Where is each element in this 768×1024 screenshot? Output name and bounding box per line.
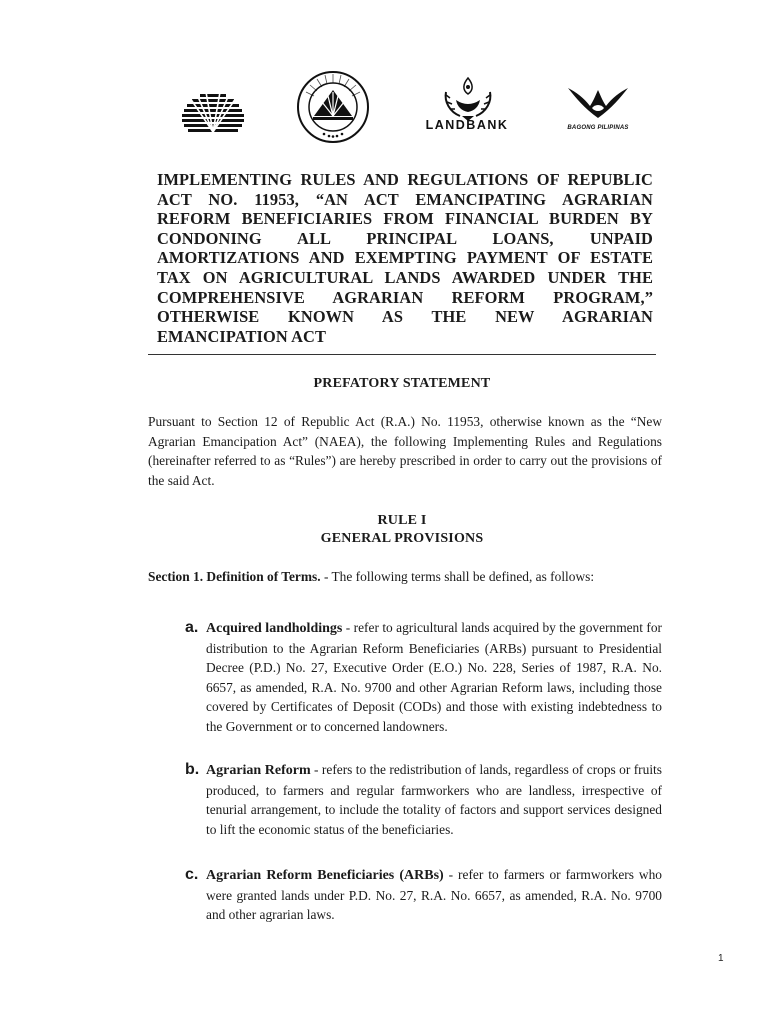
prefatory-heading: PREFATORY STATEMENT (313, 376, 491, 391)
section-1-text: - The following terms shall be defined, as follows: (320, 569, 595, 584)
title-divider (148, 354, 656, 355)
page-number: 1 (718, 953, 724, 964)
definition-term: Agrarian Reform (206, 763, 311, 778)
definition-marker: b. (185, 761, 200, 778)
definition-term: Agrarian Reform Beneficiaries (ARBs) (206, 868, 444, 883)
definition-body (206, 865, 662, 925)
definition-text: - refer to farmers or farmworkers who were granted lands under P.D. No. 27, R.A. No. 6657, as amended, R.A. No. 9700 and other agrarian laws. (206, 867, 662, 923)
sunrise-logo-icon (182, 92, 244, 132)
document-title: IMPLEMENTING RULES AND REGULATIONS OF REPUBLIC ACT NO. 11953, “AN ACT EMANCIPATING AGRARIAN REFORM BENEFICIARIES FROM FINANCIAL BURDEN BY CONDONING ALL PRINCIPAL LOANS, UNPAID AMORTIZATIONS AND EXEMPTING PAYMENT OF ESTATE TAX ON AGRICULTURAL LANDS AWARDED UNDER THE COMPREHENSIVE AGRARIAN REFORM PROGRAM,” OTHERWISE KNOWN AS THE NEW AGRARIAN EMANCIPATION ACT (157, 170, 653, 346)
definition-body (206, 618, 662, 737)
landbank-emblem-icon (438, 76, 498, 122)
definition-term: Acquired landholdings (206, 621, 343, 636)
section-1-title: Section 1. Definition of Terms. (148, 569, 321, 584)
rule-name: GENERAL PROVISIONS (320, 531, 484, 546)
section-1-paragraph (148, 567, 662, 587)
definition-text: - refers to the redistribution of lands, regardless of crops or fruits produced, to farmers and regular farmworkers who are landless, irrespective of tenurial arrangement, to include the totality of factors and support services designed to lift the economic status of the beneficiaries. (206, 762, 662, 837)
dar-seal-icon (296, 70, 370, 144)
bagong-pilipinas-wordmark: BAGONG PILIPINAS (567, 125, 629, 131)
definition-marker: c. (185, 866, 199, 883)
definition-marker: a. (185, 619, 199, 636)
prefatory-text: Pursuant to Section 12 of Republic Act (R.A.) No. 11953, otherwise known as the “New Agrarian Emancipation Act” (NAEA), the following Implementing Rules and Regulations (hereinafter referred to as “Rules”) are hereby prescribed in order to carry out the provisions of the said Act. (148, 414, 662, 488)
definition-text: - refer to agricultural lands acquired by the government for distribution to the Agrarian Reform Beneficiaries (ARBs) pursuant to Presidential Decree (P.D.) No. 27, Executive Order (E.O.) No. 228, Series of 1987, R.A. No. 6657, as amended, R.A. No. 9700 and other Agrarian Reform laws, including those covered by Certificates of Deposit (CODs) and those with existing indebtedness to the Government or to concerned landowners. (206, 620, 662, 734)
definition-body (206, 760, 662, 839)
rule-number: RULE I (377, 513, 427, 528)
landbank-wordmark: LANDBANK (425, 118, 509, 132)
bagong-pilipinas-logo-icon (566, 84, 630, 124)
